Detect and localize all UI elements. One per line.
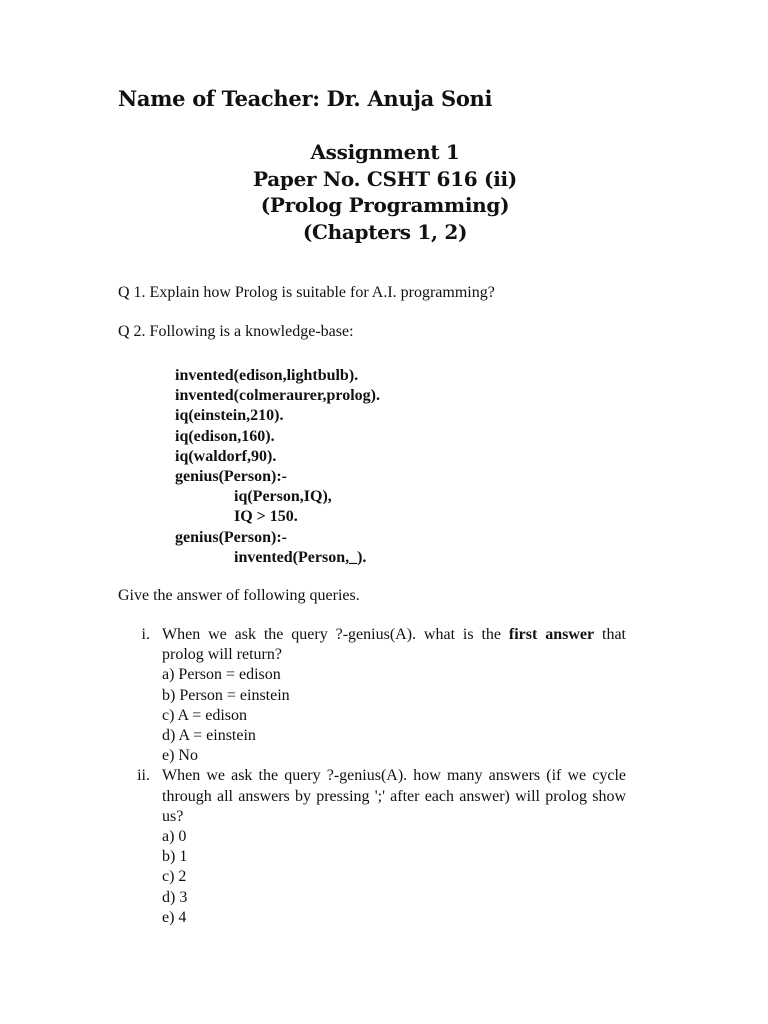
assignment-title xyxy=(0,139,768,245)
title-line-assignment: Assignment 1 xyxy=(310,140,460,164)
question-2: Q 2. Following is a knowledge-base: xyxy=(118,323,354,340)
code-line: iq(Person,IQ), xyxy=(234,488,332,506)
query-questions xyxy=(118,625,626,928)
code-line: iq(edison,160). xyxy=(175,427,275,445)
question-emphasis: first answer xyxy=(508,626,595,643)
question-number: ii. xyxy=(137,767,150,785)
code-line: genius(Person):- xyxy=(175,528,287,546)
code-line: invented(colmeraurer,prolog). xyxy=(175,387,381,405)
question-text xyxy=(162,625,626,665)
title-line-chapters: (Chapters 1, 2) xyxy=(302,219,468,244)
answer-option: d) A = einstein xyxy=(162,727,256,745)
knowledge-base-code xyxy=(175,366,380,568)
question-text-part: that prolog will return? xyxy=(162,626,626,664)
code-line: IQ > 150. xyxy=(234,508,298,526)
code-line: genius(Person):- xyxy=(175,468,287,486)
question-1: Q 1. Explain how Prolog is suitable for A.I. programming? xyxy=(118,284,495,301)
title-line-paper: Paper No. CSHT 616 (ii) xyxy=(253,166,517,191)
query-question-2 xyxy=(118,766,626,928)
code-line: iq(einstein,210). xyxy=(175,407,284,425)
question-text-part: When we ask the query ?-genius(A). what is the xyxy=(162,626,509,643)
question-text: When we ask the query ?-genius(A). how many answers (if we cycle through all answers by pressing ';' after each answer) will prolog show us? xyxy=(162,767,626,825)
teacher-name: Name of Teacher: Dr. Anuja Soni xyxy=(118,86,493,111)
answer-option: e) 4 xyxy=(162,908,187,926)
code-line: invented(Person,_). xyxy=(234,548,367,566)
answer-option: e) No xyxy=(162,747,198,765)
question-number: i. xyxy=(141,626,150,643)
answer-option: c) 2 xyxy=(162,868,187,886)
code-line: iq(waldorf,90). xyxy=(175,447,277,465)
answer-options xyxy=(162,665,626,766)
answer-option: b) 1 xyxy=(162,848,188,866)
title-line-subject: (Prolog Programming) xyxy=(260,193,510,217)
answer-option: a) 0 xyxy=(162,828,187,846)
instruction: Give the answer of following queries. xyxy=(118,587,360,604)
answer-option: d) 3 xyxy=(162,888,188,906)
answer-options xyxy=(162,827,626,928)
query-question-1 xyxy=(118,625,626,766)
answer-option: c) A = edison xyxy=(162,706,248,724)
code-line: invented(edison,lightbulb). xyxy=(175,367,359,384)
answer-option: b) Person = einstein xyxy=(162,686,290,704)
answer-option: a) Person = edison xyxy=(162,666,281,684)
